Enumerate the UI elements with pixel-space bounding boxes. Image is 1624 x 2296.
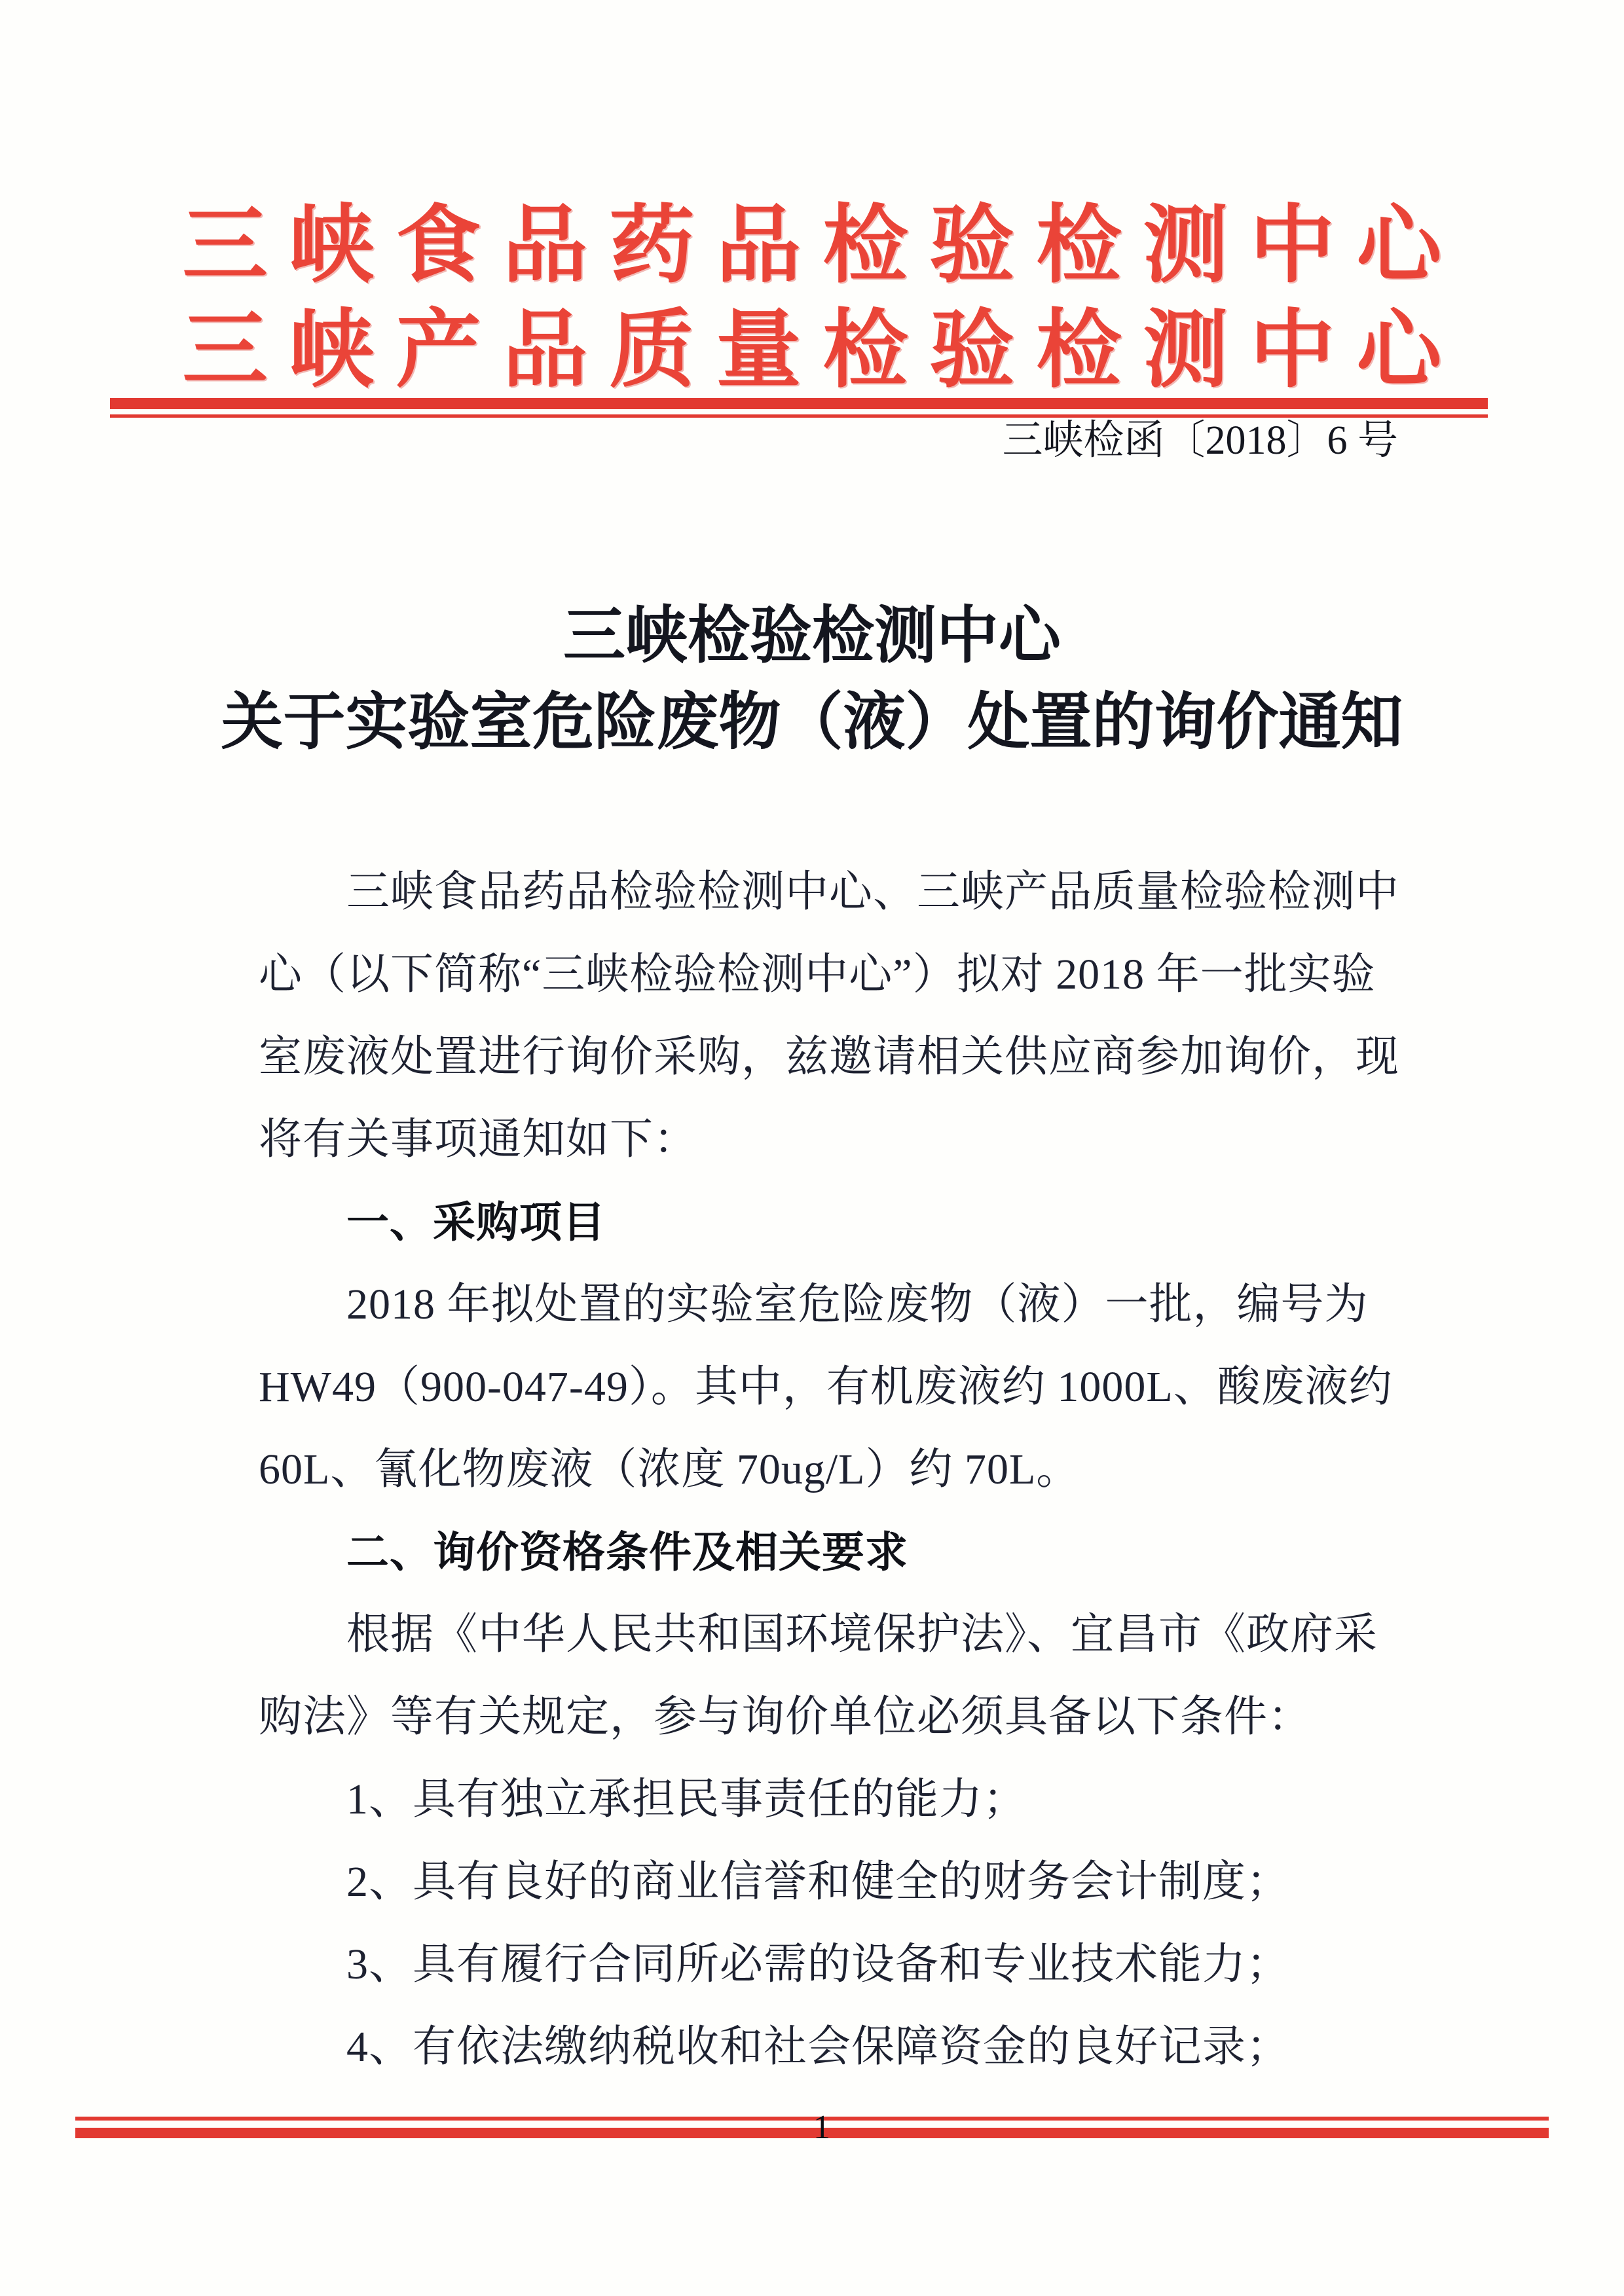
body-line: HW49（900-047-49）。其中，有机废液约 1000L、酸废液约 [259,1363,1393,1411]
letterhead [0,194,1624,403]
body-line: 将有关事项通知如下： [259,1116,697,1163]
list-item-1: 1、具有独立承担民事责任的能力； [346,1776,1027,1823]
list-item-4: 4、有依法缴纳税收和社会保障资金的良好记录； [346,2023,1290,2071]
section-heading-1: 一、采购项目 [346,1198,606,1246]
body-line: 心（以下简称“三峡检验检测中心”）拟对 2018 年一批实验 [259,951,1376,998]
doc-number: 三峡检函〔2018〕6 号 [1002,418,1398,463]
body-line: 60L、氰化物废液（浓度 70ug/L）约 70L。 [259,1446,1080,1493]
letterhead-line-2: 三峡产品质量检验检测中心 [182,304,1464,398]
document-title [0,592,1624,765]
body-line: 三峡食品药品检验检测中心、三峡产品质量检验检测中 [346,868,1399,916]
header-rule-thick [110,398,1488,409]
body-line: 根据《中华人民共和国环境保护法》、宜昌市《政府采 [346,1611,1378,1658]
document-title-line-2: 关于实验室危险废物（液）处置的询价通知 [221,687,1403,757]
section-heading-2: 二、询价资格条件及相关要求 [346,1528,909,1576]
list-item-3: 3、具有履行合同所必需的设备和专业技术能力； [346,1941,1290,1988]
header-rule-thin [110,414,1488,418]
document-title-line-1: 三峡检验检测中心 [563,601,1061,670]
letterhead-line-1: 三峡食品药品检验检测中心 [182,199,1464,293]
body-line: 2018 年拟处置的实验室危险废物（液）一批，编号为 [346,1281,1369,1328]
list-item-2: 2、具有良好的商业信誉和健全的财务会计制度； [346,1858,1290,1906]
page-number: 1 [813,2109,830,2146]
body-line: 购法》等有关规定，参与询价单位必须具备以下条件： [259,1693,1312,1741]
body-line: 室废液处置进行询价采购，兹邀请相关供应商参加询价，现 [259,1033,1399,1081]
body-text [259,851,1398,2088]
